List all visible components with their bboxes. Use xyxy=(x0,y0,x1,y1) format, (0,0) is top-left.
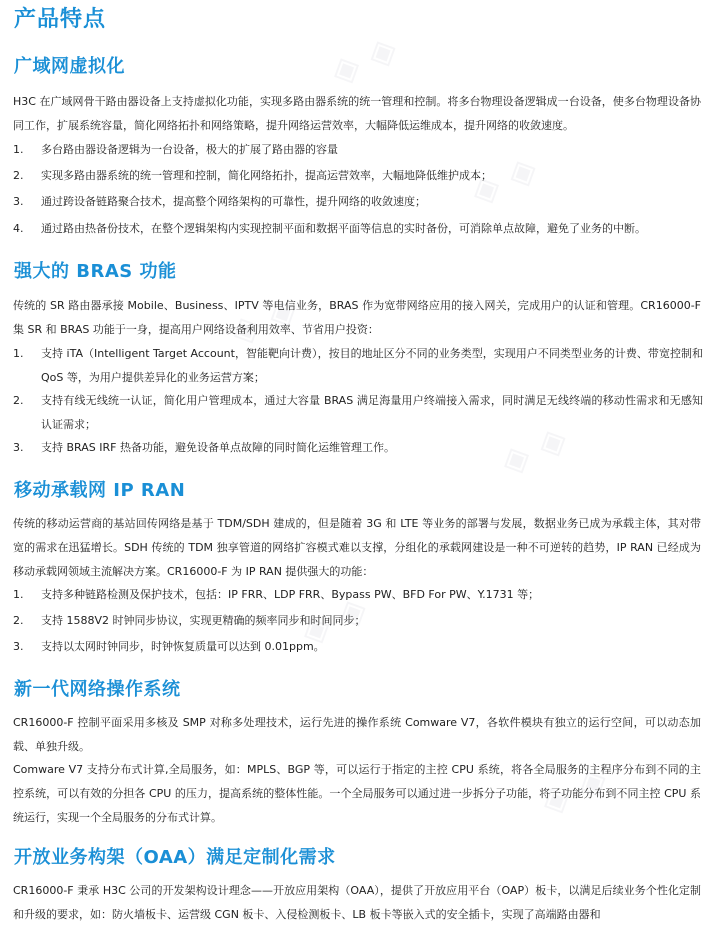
list-item xyxy=(13,389,701,437)
list-number: 3. xyxy=(13,195,24,208)
paragraph: CR16000-F 控制平面采用多核及 SMP 对称多处理技术，运行先进的操作系统 Comware V7，各软件模块有独立的运行空间，可以动态加载、单独升级。 xyxy=(13,716,701,753)
list-number: 2. xyxy=(13,169,24,182)
paragraph: H3C 在广域网骨干路由器设备上支持虚拟化功能，实现多路由器系统的统一管理和控制。将多台物理设备逻辑成一台设备，使多台物理设备协同工作，扩展系统容量，简化网络拓扑和网络策略，提升网络运营效率，大幅降低运维成本，提升网络的收敛速度。 xyxy=(13,95,701,132)
list-text: 支持以太网时钟同步，时钟恢复质量可以达到 0.01ppm。 xyxy=(41,640,325,653)
watermark: ◈ ◈ xyxy=(294,587,374,654)
list-text: 支持多种链路检测及保护技术，包括：IP FRR、LDP FRR、Bypass PW、BFD For PW、Y.1731 等； xyxy=(41,588,540,601)
list-text: 实现多路由器系统的统一管理和控制，简化网络拓扑，提高运营效率，大幅地降低维护成本； xyxy=(41,169,492,182)
list-text: 支持 BRAS IRF 热备功能，避免设备单点故障的同时简化运维管理工作。 xyxy=(41,441,395,454)
list-text: 通过路由热备份技术，在整个逻辑架构内实现控制平面和数据平面等信息的实时备份，可消除单点故障，避免了业务的中断。 xyxy=(41,222,646,235)
list-number: 4. xyxy=(13,222,24,235)
watermark: ◈ ◈ xyxy=(534,757,614,824)
list-number: 1. xyxy=(13,143,24,156)
watermark: ◈ ◈ xyxy=(494,417,574,484)
list-number: 2. xyxy=(13,614,24,627)
watermark: ◈ ◈ xyxy=(464,147,544,214)
list-text: 支持有线无线统一认证，简化用户管理成本，通过大容量 BRAS 满足海量用户终端接入需求，同时满足无线终端的移动性需求和无感知认证需求； xyxy=(41,394,703,431)
section-heading: 强大的 BRAS 功能 xyxy=(14,261,177,282)
paragraph: 传统的 SR 路由器承接 Mobile、Business、IPTV 等电信业务，BRAS 作为宽带网络应用的接入网关，完成用户的认证和管理。CR16000-F 集 SR 和 BRAS 功能于一身，提高用户网络设备利用效率、节省用户投资： xyxy=(13,299,701,336)
paragraph: 传统的移动运营商的基站回传网络是基于 TDM/SDH 建成的，但是随着 3G 和 LTE 等业务的部署与发展，数据业务已成为承载主体，其对带宽的需求在迅猛增长。SDH 传统的 TDM 独享管道的网络扩容模式难以支撑，分组化的承载网建设是一种不可逆转的趋势，IP RAN 已经成为移动承载网领域主流解决方案。CR16000-F 为 IP RAN 提供强大的功能： xyxy=(13,517,701,578)
page-title: 产品特点 xyxy=(14,7,107,32)
list-text: 通过跨设备链路聚合技术，提高整个网络架构的可靠性，提升网络的收敛速度； xyxy=(41,195,426,208)
section-heading: 广域网虚拟化 xyxy=(14,56,125,77)
list-text: 支持 iTA（Intelligent Target Account，智能靶向计费），按目的地址区分不同的业务类型，实现用户不同类型业务的计费、带宽控制和 QoS 等，为用户提供差异化的业务运营方案； xyxy=(41,347,703,384)
watermark: ◈ ◈ xyxy=(324,27,404,94)
list-number: 1. xyxy=(13,347,24,360)
list-number: 2. xyxy=(13,394,24,407)
list-number: 3. xyxy=(13,441,24,454)
watermark: ◈ ◈ xyxy=(224,287,304,354)
section-heading: 新一代网络操作系统 xyxy=(14,679,181,700)
list-number: 3. xyxy=(13,640,24,653)
section-heading: 开放业务构架（OAA）满足定制化需求 xyxy=(14,847,336,868)
list-item xyxy=(13,342,701,390)
list-number: 1. xyxy=(13,588,24,601)
list-text: 多台路由器设备逻辑为一台设备，极大的扩展了路由器的容量 xyxy=(41,143,338,156)
paragraph: CR16000-F 秉承 H3C 公司的开发架构设计理念——开放应用架构（OAA），提供了开放应用平台（OAP）板卡，以满足后续业务个性化定制和升级的要求，如：防火墙板卡、运营级 CGN 板卡、入侵检测板卡、LB 板卡等嵌入式的安全插卡，实现了高端路由器和 xyxy=(13,884,701,921)
list-text: 支持 1588V2 时钟同步协议，实现更精确的频率同步和时间同步； xyxy=(41,614,366,627)
paragraph: Comware V7 支持分布式计算,全局服务，如：MPLS、BGP 等，可以运行于指定的主控 CPU 系统，将各全局服务的主程序分布到不同的主控系统，可以有效的分担各 CPU 的压力，提高系统的整体性能。一个全局服务可以通过进一步拆分子功能，将子功能分布到不同主控 CPU 系统运行，实现一个全局服务的分布式计算。 xyxy=(13,763,701,824)
section-heading: 移动承载网 IP RAN xyxy=(14,480,186,501)
